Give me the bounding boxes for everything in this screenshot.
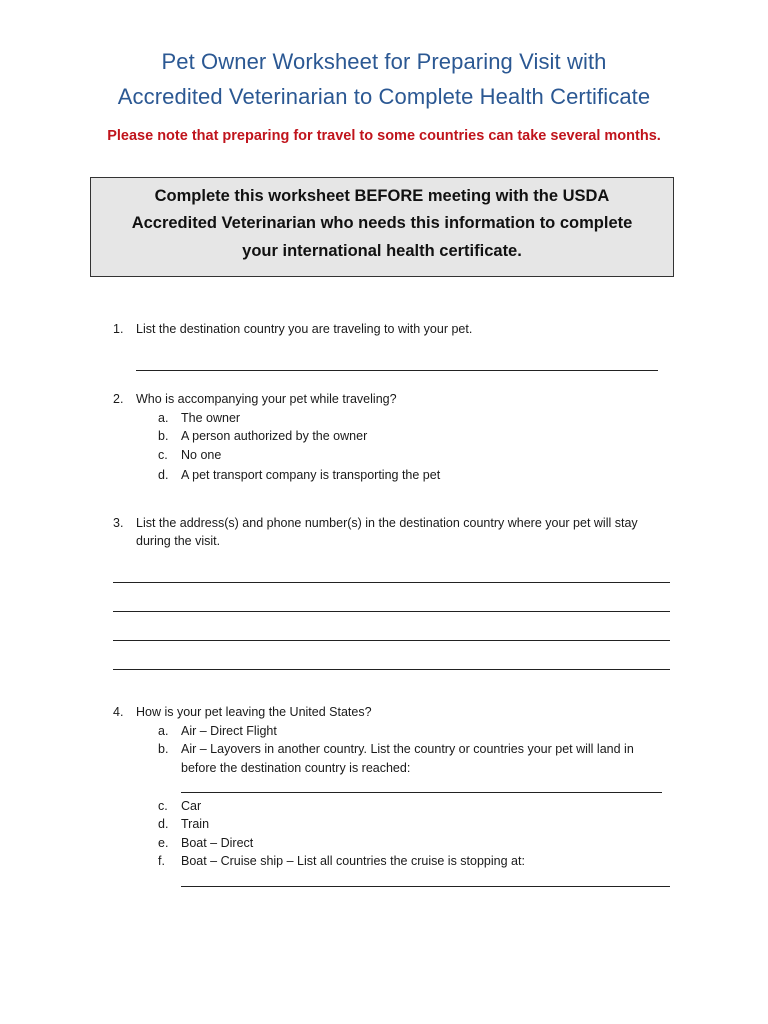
question-4-option-d-letter: d. — [158, 817, 169, 831]
question-4-option-b-text[interactable]: Air – Layovers in another country. List the country or countries your pet will land in — [181, 742, 634, 756]
question-4-option-c-text[interactable]: Car — [181, 799, 202, 813]
question-3-answer-line-3[interactable] — [113, 640, 670, 641]
question-4-number: 4. — [113, 705, 124, 719]
question-4-option-d-text[interactable]: Train — [181, 817, 210, 831]
question-3-answer-line-1[interactable] — [113, 582, 670, 583]
question-2-option-b-text[interactable]: A person authorized by the owner — [181, 429, 368, 443]
question-2-text: Who is accompanying your pet while traveling? — [136, 392, 397, 406]
callout-line-2: Accredited Veterinarian who needs this information to complete — [131, 214, 633, 232]
question-3-number: 3. — [113, 516, 124, 530]
question-4-option-f-letter: f. — [158, 854, 165, 868]
question-2-option-a-letter: a. — [158, 411, 169, 425]
question-4-layover-answer-line[interactable] — [181, 792, 662, 793]
worksheet-title-line-1: Pet Owner Worksheet for Preparing Visit with — [161, 49, 607, 74]
question-4-option-c-letter: c. — [158, 799, 168, 813]
question-4-option-f-text[interactable]: Boat – Cruise ship – List all countries the cruise is stopping at: — [181, 854, 525, 868]
question-4-option-a-text[interactable]: Air – Direct Flight — [181, 724, 277, 738]
question-4-option-e-text[interactable]: Boat – Direct — [181, 836, 254, 850]
question-3-answer-line-2[interactable] — [113, 611, 670, 612]
question-1-answer-line[interactable] — [136, 370, 658, 371]
question-4-cruise-answer-line[interactable] — [181, 886, 670, 887]
question-2-option-d-letter: d. — [158, 468, 169, 482]
question-4-option-a-letter: a. — [158, 724, 169, 738]
callout-line-3: your international health certificate. — [242, 242, 522, 260]
travel-timing-note: Please note that preparing for travel to some countries can take several months. — [107, 128, 661, 144]
question-2-option-a-text[interactable]: The owner — [181, 411, 241, 425]
question-4-option-e-letter: e. — [158, 836, 169, 850]
question-4-option-b-text-line-2: before the destination country is reached: — [181, 761, 411, 775]
instruction-callout-box — [90, 177, 674, 277]
question-2-option-d-text[interactable]: A pet transport company is transporting the pet — [181, 468, 441, 482]
question-2-option-b-letter: b. — [158, 429, 169, 443]
question-2-option-c-text[interactable]: No one — [181, 448, 222, 462]
question-1-number: 1. — [113, 322, 124, 336]
question-3-answer-line-4[interactable] — [113, 669, 670, 670]
callout-line-1: Complete this worksheet BEFORE meeting with the USDA — [154, 187, 610, 205]
question-2-option-c-letter: c. — [158, 448, 168, 462]
question-4-option-b-letter: b. — [158, 742, 169, 756]
question-1-text: List the destination country you are traveling to with your pet. — [136, 322, 473, 336]
question-2-number: 2. — [113, 392, 124, 406]
worksheet-title-line-2: Accredited Veterinarian to Complete Health Certificate — [117, 84, 651, 109]
question-3-text-line-2: during the visit. — [136, 534, 221, 548]
question-4-text: How is your pet leaving the United States? — [136, 705, 372, 719]
question-3-text-line-1: List the address(s) and phone number(s) in the destination country where your pet will stay — [136, 516, 638, 530]
